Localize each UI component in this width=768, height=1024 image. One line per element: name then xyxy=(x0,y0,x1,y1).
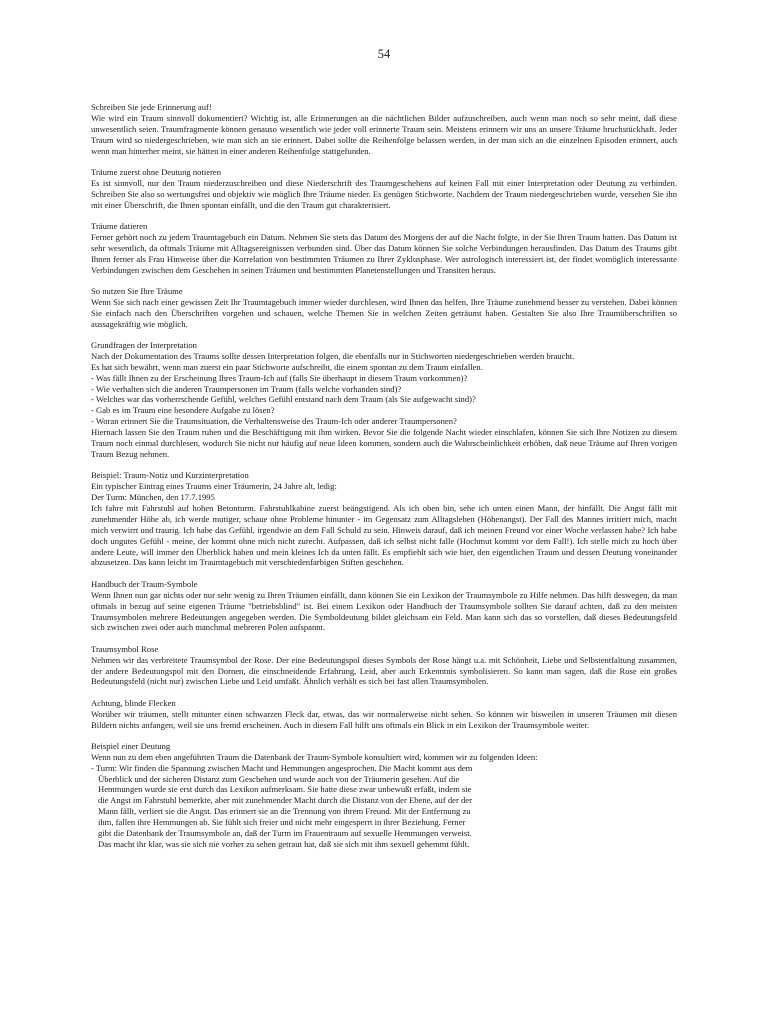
section-paragraph: Wenn Sie sich nach einer gewissen Zeit Ihr Traumtagebuch immer wieder durchlesen, wird Ihnen das helfen, Ihre Träume zunehmend besser zu verstehen. Dabei können Sie einfach nach den Überschriften vorgehen und schauen, welche Themen Sie in welchen Zeiten geträumt haben. Gestalten Sie also Ihre Traumüberschriften so aussagekräftig wie möglich. xyxy=(91,296,677,329)
deutung-indented-line: die Angst im Fahrstuhl bemerkte, aber mit zunehmender Macht durch die Distanz von der Ebene, auf der der xyxy=(98,795,472,806)
section-ohne-deutung xyxy=(91,167,677,211)
section-heading: Beispiel: Traum-Notiz und Kurzinterpretation xyxy=(91,470,249,481)
section-heading: Träume zuerst ohne Deutung notieren xyxy=(91,166,221,177)
section-nutzen xyxy=(91,286,677,330)
deutung-line: - Turm: Wir finden die Spannung zwischen Macht und Hemmungen angesprochen. Die Macht kommt aus dem xyxy=(91,762,473,773)
deutung-indented-line: Überblick und der sicheren Distanz zum Geschehen und wurde auch von der Träumerin gesehen. Auf die xyxy=(98,773,460,784)
section-paragraph: Ferner gehört noch zu jedem Traumtagebuch ein Datum. Nehmen Sie stets das Datum des Morgens der auf die Nacht folgte, in der Sie Ihren Traum hatten. Das Datum ist sehr wesentlich, da oftmals Träume mit Alltagsereignissen verbunden sind. Über das Datum können Sie solche Verbindungen herausfinden. Das Datum des Traums gibt Ihnen ferner als Frau Hinweise über die Korrelation von bestimmten Träumen zu Ihrer Zyklusphase. Wer astrologisch interessiert ist, der findet womöglich interessante Verbindungen zwischen dem Geschehen in seinen Träumen und bestimmten Planetenstellungen und Transiten heraus. xyxy=(91,231,677,275)
section-heading: So nutzen Sie Ihre Träume xyxy=(91,285,183,296)
section-grundfragen xyxy=(91,340,677,460)
list-item: - Was fällt Ihnen zu der Erscheinung Ihres Traum-Ich auf (falls Sie überhaupt in diesem Traum vorkommen)? xyxy=(91,372,468,383)
section-beispiel-notiz xyxy=(91,470,677,568)
section-paragraph: Wie wird ein Traum sinnvoll dokumentiert? Wichtig ist, alle Erinnerungen an die nächtlichen Bilder aufzuschreiben, auch wenn man noch so sehr meint, daß diese unwesentlich seien. Traumfragmente können genauso wesentlich wie jeder voll erinnerte Traum sein. Meistens erinnern wir uns an unsere Träume bruchstückhaft. Jeder Traum wird so niedergeschrieben, wie man sich an sie erinnert. Dabei sollte die Reihenfolge belassen werden, in der man sich an die einzelnen Episoden erinnert, auch wenn man hinterher meint, sie hätten in einer anderen Reihenfolge stattgefunden. xyxy=(91,112,677,156)
section-rose xyxy=(91,644,677,688)
section-datieren xyxy=(91,221,677,276)
page-content xyxy=(91,102,677,860)
section-erinnerung xyxy=(91,102,677,157)
deutung-indented-line: Mann fällt, verliert sie die Angst. Das erinnert sie an die Trennung von ihrem Freund. Mit der Entfernung zu xyxy=(98,806,471,817)
section-intro: Nach der Dokumentation des Traums sollte dessen Interpretation folgen, die ebenfalls nur in Stichworten niedergeschrieben werden braucht. xyxy=(91,350,575,361)
section-heading: Grundfragen der Interpretation xyxy=(91,339,197,350)
section-beispiel-deutung xyxy=(91,741,677,850)
deutung-indented-line: Das macht ihr klar, was sie sich nie vorher zu sehen getraut hat, daß sie sich mit ihm sexuell gehemmt fühlt. xyxy=(98,838,470,849)
deutung-indented-line: gibt die Datenbank der Traumsymbole an, daß der Turm im Frauentraum auf sexuelle Hemmungen verweist. xyxy=(98,828,472,839)
section-blinde-flecken xyxy=(91,698,677,731)
section-heading: Achtung, blinde Flecken xyxy=(91,697,176,708)
section-heading: Handbuch der Traum-Symbole xyxy=(91,578,198,589)
list-item: - Wie verhalten sich die anderen Traumpersonen im Traum (falls welche vorhanden sind)? xyxy=(91,383,402,394)
section-paragraph: Es ist sinnvoll, nur den Traum niederzuschreiben und diese Niederschrift des Traumgeschehens auf keinen Fall mit einer Interpretation oder Deutung zu verbinden. Schreiben Sie also so wertungsfrei und objektiv wie möglich Ihre Träume nieder. Es genügen Stichworte. Nachdem der Traum niedergeschrieben wurde, versehen Sie ihn mit einer Überschrift, die Ihnen spontan einfällt, und die den Traum gut charakterisiert. xyxy=(91,177,677,210)
section-paragraph: Wenn Ihnen nun gar nichts oder nur sehr wenig zu Ihren Träumen einfällt, dann können Sie ein Lexikon der Traumsymbole zu Hilfe nehmen. Das hilft deswegen, da man oftmals in bezug auf seine eigenen Träume "betriebsblind" ist. Bei einem Lexikon oder Handbuch der Traumsymbole sollten Sie darauf achten, daß zu den meisten Traumsymbolen mehrere Bedeutungen angegeben werden. Die Symboldeutung bildet gleichsam ein Feld. Man kann sich das so vorstellen, daß dieses Bedeutungsfeld sich zwischen zwei oder auch manchmal mehreren Polen aufspannt. xyxy=(91,589,677,633)
deutung-indented-line: Hemmungen wurde sie erst durch das Lexikon aufmerksam. Sie hatte diese zwar unbewußt erfaßt, indem sie xyxy=(98,784,472,795)
example-line: Der Turm: München, den 17.7.1995 xyxy=(91,492,215,503)
deutung-line: Wenn nun zu dem eben angeführten Traum die Datenbank der Traum-Symbole konsultiert wird, kommen wir zu folgenden Ideen: xyxy=(91,751,538,762)
section-heading: Beispiel einer Deutung xyxy=(91,740,171,751)
page-number: 54 xyxy=(377,47,391,61)
example-line: Ein typischer Eintrag eines Traums einer Träumerin, 24 Jahre alt, ledig: xyxy=(91,481,337,492)
section-paragraph: Ich fahre mit Fahrstuhl auf hohen Betonturm. Fahrstuhlkabine zuerst beängstigend. Als ich oben bin, sehe ich unten einen Mann, der hinfällt. Die Angst fällt mit zunehmender Höhe ab, ich werde mutiger, schaue ohne Probleme hinunter - im Gegensatz zum Alltagsleben (Höhenangst). Der Fall des Mannes irritiert mich, macht mich verwirrt und traurig. Ich habe das Gefühl, irgendwie an dem Fall Schuld zu sein. Hinweis darauf, daß ich meinen Freund vor einer Woche verlassen habe? Ich habe doch ungutes Gefühl - meine, der kommt ohne mich nicht zurecht. Aufpassen, daß ich selbst nicht falle (Hochmut kommt vor dem Fall!). Ich stelle mich zu hoch über andere Leute, will immer den Überblick haben und mein kleines Ich da unten fällt. Es empfiehlt sich wie hier, den eigentlichen Traum und dessen Deutung voneinander abzusetzen. Das kann leicht im Traumtagebuch mit verschiedenfarbigen Stiften geschehen. xyxy=(91,502,677,568)
section-handbuch xyxy=(91,579,677,634)
list-item: Es hat sich bewährt, wenn man zuerst ein paar Stichworte aufschreibt, die einem spontan zu dem Traum einfallen. xyxy=(91,361,483,372)
section-paragraph: Worüber wir träumen, stellt mitunter einen schwarzen Fleck dar, etwas, das wir normalerweise nicht sehen. So können wir bisweilen in unseren Träumen mit diesen Bildern nichts anfangen, weil sie uns fremd erscheinen. Auch in diesem Fall hilft uns oftmals ein Blick in ein Lexikon der Traumsymbole weiter. xyxy=(91,708,677,730)
list-item: - Woran erinnert Sie die Traumsituation, die Verhaltensweise des Traum-Ich oder anderer Traumpersonen? xyxy=(91,416,457,427)
deutung-indented-line: ihm, fallen ihre Hemmungen ab. Sie fühlt sich freier und nicht mehr eingesperrt in ihrer Beziehung. Ferner xyxy=(98,817,466,828)
list-item: - Gab es im Traum eine besondere Aufgabe zu lösen? xyxy=(91,405,275,416)
section-paragraph: Nehmen wir das verbreitete Traumsymbol der Rose. Der eine Bedeutungspol dieses Symbols der Rose hängt u.a. mit Schönheit, Liebe und Selbstentfaltung zusammen, der andere Bedeutungspol mit den Dornen, die einschneidende Erfahrung, Leid, aber auch Erkenntnis symbolisieren. So kann man sagen, daß die Rose ein großes Bedeutungsfeld (nicht nur) zwischen Liebe und Leid umfaßt. Ähnlich verhält es sich bei fast allen Traumsymbolen. xyxy=(91,654,677,687)
list-item: - Welches war das vorherrschende Gefühl, welches Gefühl entstand nach dem Traum (als Sie aufgewacht sind)? xyxy=(91,394,476,405)
section-heading: Träume datieren xyxy=(91,220,148,231)
section-heading: Schreiben Sie jede Erinnerung auf! xyxy=(91,102,212,112)
section-paragraph: Hiernach lassen Sie den Traum ruhen und die Beschäftigung mit ihm wirken. Bevor Sie die folgende Nacht wieder einschlafen, können Sie sich Ihre Notizen zu diesem Traum noch einmal durchlesen, wodurch Sie nicht nur häufig auf neue Ideen kommen, sondern auch die Wahrscheinlichkeit erhöhen, daß neue Träume auf Ihren vorigen Traum Bezug nehmen. xyxy=(91,427,677,459)
section-heading: Traumsymbol Rose xyxy=(91,643,159,654)
